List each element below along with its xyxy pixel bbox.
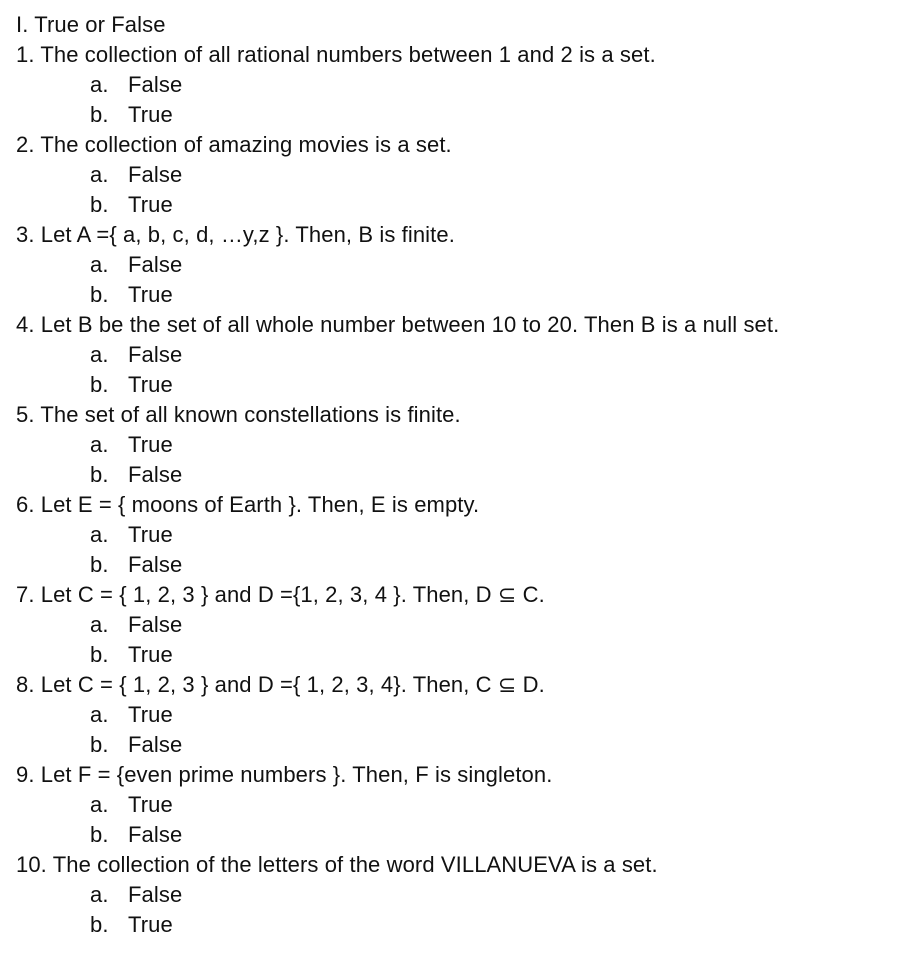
- option-b[interactable]: [16, 820, 906, 850]
- option-label: True: [128, 912, 173, 937]
- question-3: [16, 220, 906, 310]
- option-b[interactable]: [16, 550, 906, 580]
- option-b[interactable]: [16, 370, 906, 400]
- option-letter: b.: [90, 282, 109, 307]
- option-label: False: [128, 72, 183, 97]
- option-letter: a.: [90, 162, 109, 187]
- option-letter: a.: [90, 792, 109, 817]
- option-a[interactable]: [16, 520, 906, 550]
- section-title: I. True or False: [16, 12, 166, 37]
- question-10: [16, 850, 906, 940]
- question-text: 1. The collection of all rational numbers between 1 and 2 is a set.: [16, 42, 656, 67]
- option-letter: a.: [90, 702, 109, 727]
- option-label: True: [128, 102, 173, 127]
- option-letter: a.: [90, 612, 109, 637]
- option-b[interactable]: [16, 910, 906, 940]
- option-b[interactable]: [16, 460, 906, 490]
- option-label: False: [128, 252, 183, 277]
- option-label: True: [128, 792, 173, 817]
- option-b[interactable]: [16, 190, 906, 220]
- question-9: [16, 760, 906, 850]
- question-4: [16, 310, 906, 400]
- question-text: 6. Let E = { moons of Earth }. Then, E is empty.: [16, 492, 480, 517]
- question-text: 10. The collection of the letters of the word VILLANUEVA is a set.: [16, 852, 658, 877]
- question-text: 4. Let B be the set of all whole number between 10 to 20. Then B is a null set.: [16, 312, 780, 337]
- option-label: True: [128, 282, 173, 307]
- option-letter: a.: [90, 522, 109, 547]
- option-a[interactable]: [16, 70, 906, 100]
- option-b[interactable]: [16, 280, 906, 310]
- option-letter: a.: [90, 72, 109, 97]
- option-a[interactable]: [16, 430, 906, 460]
- option-b[interactable]: [16, 730, 906, 760]
- option-letter: b.: [90, 642, 109, 667]
- option-letter: b.: [90, 102, 109, 127]
- option-label: False: [128, 612, 183, 637]
- option-letter: b.: [90, 462, 109, 487]
- question-text: 9. Let F = {even prime numbers }. Then, F is singleton.: [16, 762, 553, 787]
- option-label: False: [128, 732, 183, 757]
- option-label: False: [128, 822, 183, 847]
- option-label: False: [128, 342, 183, 367]
- option-b[interactable]: [16, 100, 906, 130]
- question-text: 8. Let C = { 1, 2, 3 } and D ={ 1, 2, 3, 4}. Then, C ⊆ D.: [16, 672, 545, 697]
- option-a[interactable]: [16, 880, 906, 910]
- question-text: 5. The set of all known constellations is finite.: [16, 402, 461, 427]
- option-label: False: [128, 462, 183, 487]
- question-text: 3. Let A ={ a, b, c, d, …y,z }. Then, B is finite.: [16, 222, 455, 247]
- option-label: True: [128, 522, 173, 547]
- option-label: True: [128, 702, 173, 727]
- question-8: [16, 670, 906, 760]
- question-text: 2. The collection of amazing movies is a set.: [16, 132, 452, 157]
- option-a[interactable]: [16, 700, 906, 730]
- option-letter: b.: [90, 912, 109, 937]
- option-b[interactable]: [16, 640, 906, 670]
- option-label: False: [128, 162, 183, 187]
- option-letter: b.: [90, 822, 109, 847]
- option-letter: a.: [90, 432, 109, 457]
- option-letter: b.: [90, 372, 109, 397]
- question-text: 7. Let C = { 1, 2, 3 } and D ={1, 2, 3, 4 }. Then, D ⊆ C.: [16, 582, 545, 607]
- option-label: False: [128, 882, 183, 907]
- option-letter: a.: [90, 342, 109, 367]
- question-1: [16, 40, 906, 130]
- question-5: [16, 400, 906, 490]
- question-2: [16, 130, 906, 220]
- option-a[interactable]: [16, 790, 906, 820]
- option-label: True: [128, 432, 173, 457]
- option-a[interactable]: [16, 610, 906, 640]
- option-label: False: [128, 552, 183, 577]
- option-letter: a.: [90, 252, 109, 277]
- quiz-document: [16, 10, 906, 940]
- option-letter: b.: [90, 552, 109, 577]
- option-label: True: [128, 642, 173, 667]
- option-a[interactable]: [16, 340, 906, 370]
- option-letter: b.: [90, 192, 109, 217]
- question-7: [16, 580, 906, 670]
- question-6: [16, 490, 906, 580]
- option-a[interactable]: [16, 160, 906, 190]
- option-letter: a.: [90, 882, 109, 907]
- option-a[interactable]: [16, 250, 906, 280]
- option-letter: b.: [90, 732, 109, 757]
- option-label: True: [128, 372, 173, 397]
- option-label: True: [128, 192, 173, 217]
